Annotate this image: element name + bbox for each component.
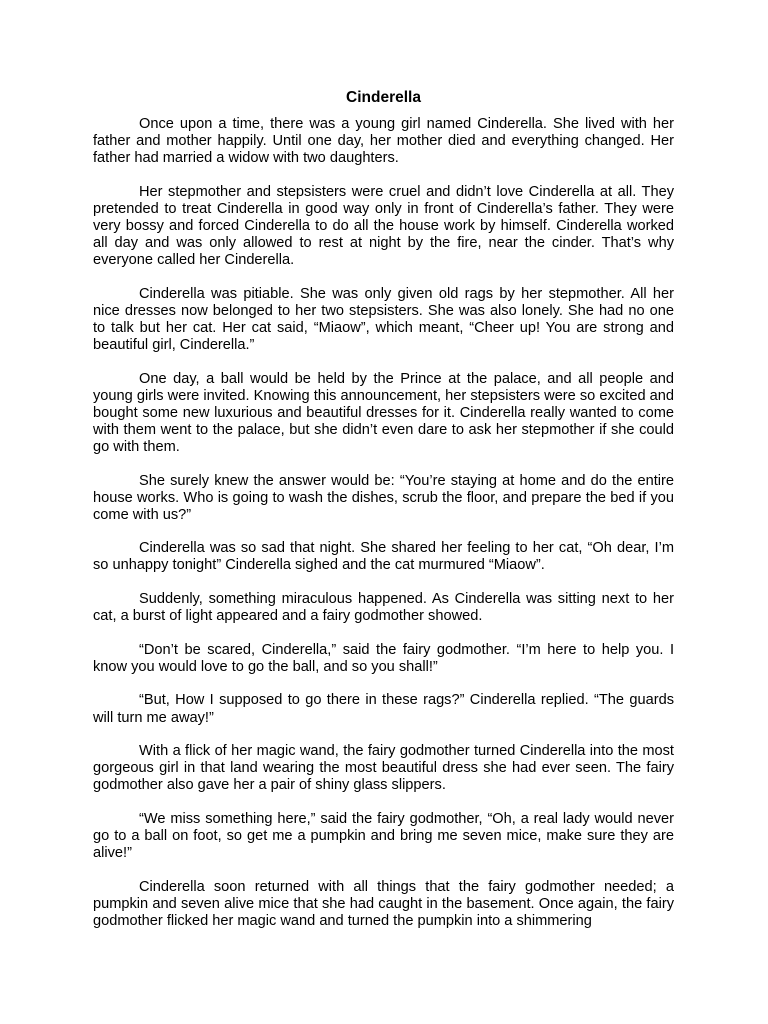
paragraph: Once upon a time, there was a young girl named Cinderella. She lived with her father and mother happily. Until one day, her mother died and everything changed. Her father had married a widow with two daughters. xyxy=(93,116,674,167)
paragraph: Cinderella soon returned with all things that the fairy godmother needed; a pumpkin and seven alive mice that she had caught in the basement. Once again, the fairy godmother flicked her magic wand and turned the pumpkin into a shimmering xyxy=(93,878,674,929)
paragraph: “We miss something here,” said the fairy godmother, “Oh, a real lady would never go to a ball on foot, so get me a pumpkin and bring me seven mice, make sure they are alive!” xyxy=(93,810,674,862)
paragraph: “But, How I supposed to go there in these rags?” Cinderella replied. “The guards will turn me away!” xyxy=(93,692,674,726)
paragraph: “Don’t be scared, Cinderella,” said the fairy godmother. “I’m here to help you. I know you would love to go the ball, and so you shall!” xyxy=(93,641,674,675)
paragraph: Suddenly, something miraculous happened. As Cinderella was sitting next to her cat, a burst of light appeared and a fairy godmother showed. xyxy=(93,591,674,625)
paragraph: Her stepmother and stepsisters were cruel and didn’t love Cinderella at all. They pretended to treat Cinderella in good way only in front of Cinderella’s father. They were very bossy and forced Cinderella to do all the house work by himself. Cinderella worked all day and was only allowed to rest at night by the fire, near the cinder. That’s why everyone called her Cinderella. xyxy=(93,183,674,269)
paragraph: With a flick of her magic wand, the fairy godmother turned Cinderella into the most gorgeous girl in that land wearing the most beautiful dress she had ever seen. The fairy godmother also gave her a pair of shiny glass slippers. xyxy=(93,743,674,794)
paragraph: She surely knew the answer would be: “You’re staying at home and do the entire house works. Who is going to wash the dishes, scrub the floor, and prepare the bed if you come with us?” xyxy=(93,472,674,523)
paragraph: Cinderella was pitiable. She was only given old rags by her stepmother. All her nice dresses now belonged to her two stepsisters. She was also lonely. She had no one to talk but her cat. Her cat said, “Miaow”, which meant, “Cheer up! You are strong and beautiful girl, Cinderella.” xyxy=(93,285,674,354)
document-title: Cinderella xyxy=(346,89,421,106)
paragraph: Cinderella was so sad that night. She shared her feeling to her cat, “Oh dear, I’m so unhappy tonight” Cinderella sighed and the cat murmured “Miaow”. xyxy=(93,540,674,574)
paragraph: One day, a ball would be held by the Prince at the palace, and all people and young girls were invited. Knowing this announcement, her stepsisters were so excited and bought some new luxurious and beautiful dresses for it. Cinderella really wanted to come with them went to the palace, but she didn’t even dare to ask her stepmother if she could go with them. xyxy=(93,370,674,455)
document-page xyxy=(93,84,674,946)
